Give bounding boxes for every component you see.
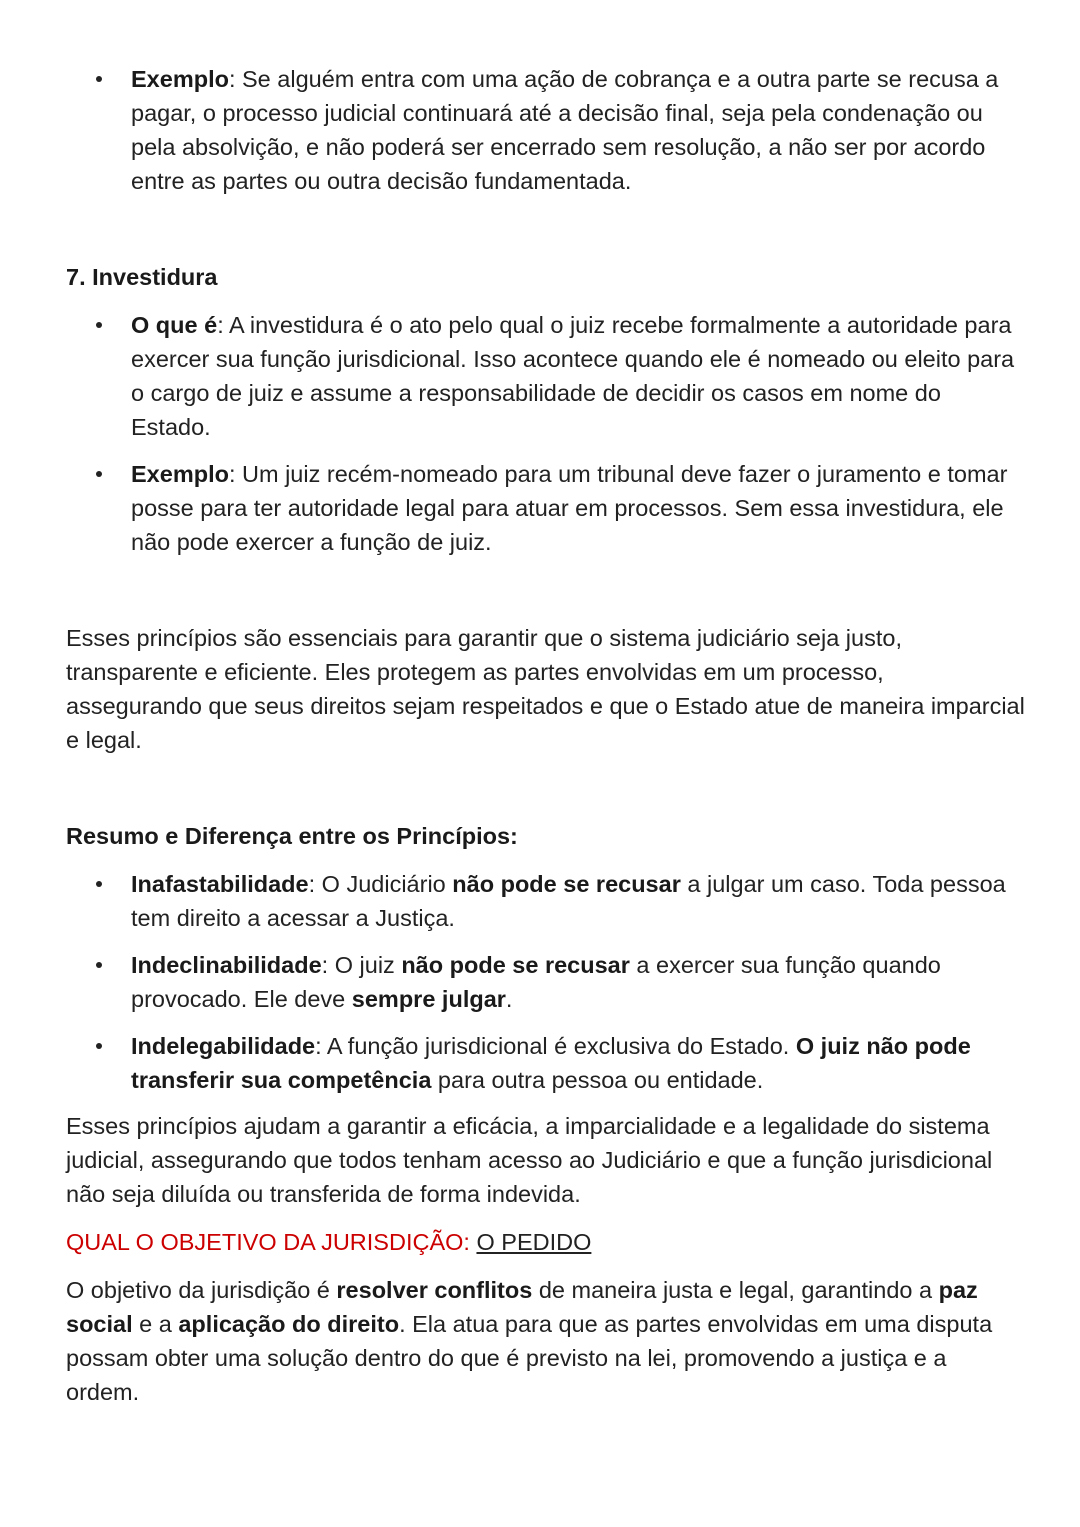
- indeclinabilidade-text-c: .: [505, 986, 513, 1012]
- section-heading-investidura: 7. Investidura: [66, 264, 218, 290]
- paragraph-objetivo: [66, 1273, 1026, 1409]
- exemplo-investidura-label: Exemplo: [131, 461, 229, 487]
- oque-text: : A investidura é o ato pelo qual o juiz recebe formalmente a autoridade para exercer sua função jurisdicional. Isso acontece quando ele é nomeado ou eleito para o cargo de juiz e assume a responsabilidade de decidir os casos em nome do Estado.: [131, 312, 1015, 440]
- objetivo-heading-underlined: O PEDIDO: [476, 1229, 592, 1255]
- inafastabilidade-bold: não pode se recusar: [452, 871, 681, 897]
- paragraph-principios-ajudam: Esses princípios ajudam a garantir a eficácia, a imparcialidade e a legalidade do sistema judicial, assegurando que todos tenham acesso ao Judiciário e que a função jurisdicional não seja diluída ou transferida de forma indevida.: [66, 1113, 993, 1207]
- indeclinabilidade-text-a: : O juiz: [321, 952, 402, 978]
- indelegabilidade-text-b: para outra pessoa ou entidade.: [431, 1067, 764, 1093]
- document-page: [66, 62, 1026, 1409]
- indeclinabilidade-label: Indeclinabilidade: [131, 952, 322, 978]
- list-item-exemplo: [66, 62, 1026, 198]
- top-bullet-list: [66, 62, 1026, 198]
- objetivo-text-c: e a: [132, 1311, 179, 1337]
- indelegabilidade-label: Indelegabilidade: [131, 1033, 316, 1059]
- exemplo-label: Exemplo: [131, 66, 229, 92]
- objetivo-text-a: O objetivo da jurisdição é: [66, 1277, 337, 1303]
- indeclinabilidade-bold-2: sempre julgar: [351, 986, 506, 1012]
- indeclinabilidade-bold: não pode se recusar: [401, 952, 630, 978]
- exemplo-text: : Se alguém entra com uma ação de cobrança e a outra parte se recusa a pagar, o processo judicial continuará até a decisão final, seja pela condenação ou pela absolvição, e não poderá ser encerrado sem resolução, a não ser por acordo entre as partes ou outra decisão fundamentada.: [131, 66, 999, 194]
- list-item-indelegabilidade: [66, 1029, 1026, 1097]
- objetivo-bold-1: resolver conflitos: [336, 1277, 533, 1303]
- objetivo-heading-red: QUAL O OBJETIVO DA JURISDIÇÃO:: [66, 1229, 477, 1255]
- investidura-bullet-list: [66, 308, 1026, 559]
- indelegabilidade-text-a: : A função jurisdicional é exclusiva do Estado.: [315, 1033, 796, 1059]
- oque-label: O que é: [131, 312, 218, 338]
- objetivo-bold-2: paz social: [66, 1277, 978, 1337]
- list-item-inafastabilidade: [66, 867, 1026, 935]
- indeclinabilidade-text-b: a exercer sua função quando provocado. Ele deve: [131, 952, 941, 1012]
- section-heading-resumo: Resumo e Diferença entre os Princípios:: [66, 823, 518, 849]
- inafastabilidade-label: Inafastabilidade: [131, 871, 309, 897]
- objetivo-heading: [66, 1225, 1026, 1259]
- inafastabilidade-text-a: : O Judiciário: [308, 871, 453, 897]
- resumo-bullet-list: [66, 867, 1026, 1097]
- inafastabilidade-text-b: a julgar um caso. Toda pessoa tem direito a acessar a Justiça.: [131, 871, 1006, 931]
- objetivo-text-b: de maneira justa e legal, garantindo a: [532, 1277, 939, 1303]
- paragraph-principios-essenciais: Esses princípios são essenciais para garantir que o sistema judiciário seja justo, transparente e eficiente. Eles protegem as partes envolvidas em um processo, assegurando que seus direitos sejam respeitados e que o Estado atue de maneira imparcial e legal.: [66, 625, 1025, 753]
- indelegabilidade-bold: O juiz não pode transferir sua competência: [131, 1033, 971, 1093]
- exemplo-investidura-text: : Um juiz recém-nomeado para um tribunal deve fazer o juramento e tomar posse para ter autoridade legal para atuar em processos. Sem essa investidura, ele não pode exercer a função de juiz.: [131, 461, 1008, 555]
- objetivo-text-d: . Ela atua para que as partes envolvidas em uma disputa possam obter uma solução dentro do que é previsto na lei, promovendo a justiça e a ordem.: [66, 1311, 993, 1405]
- objetivo-bold-3: aplicação do direito: [178, 1311, 400, 1337]
- list-item-exemplo-investidura: [66, 457, 1026, 559]
- list-item-oque: [66, 308, 1026, 444]
- list-item-indeclinabilidade: [66, 948, 1026, 1016]
